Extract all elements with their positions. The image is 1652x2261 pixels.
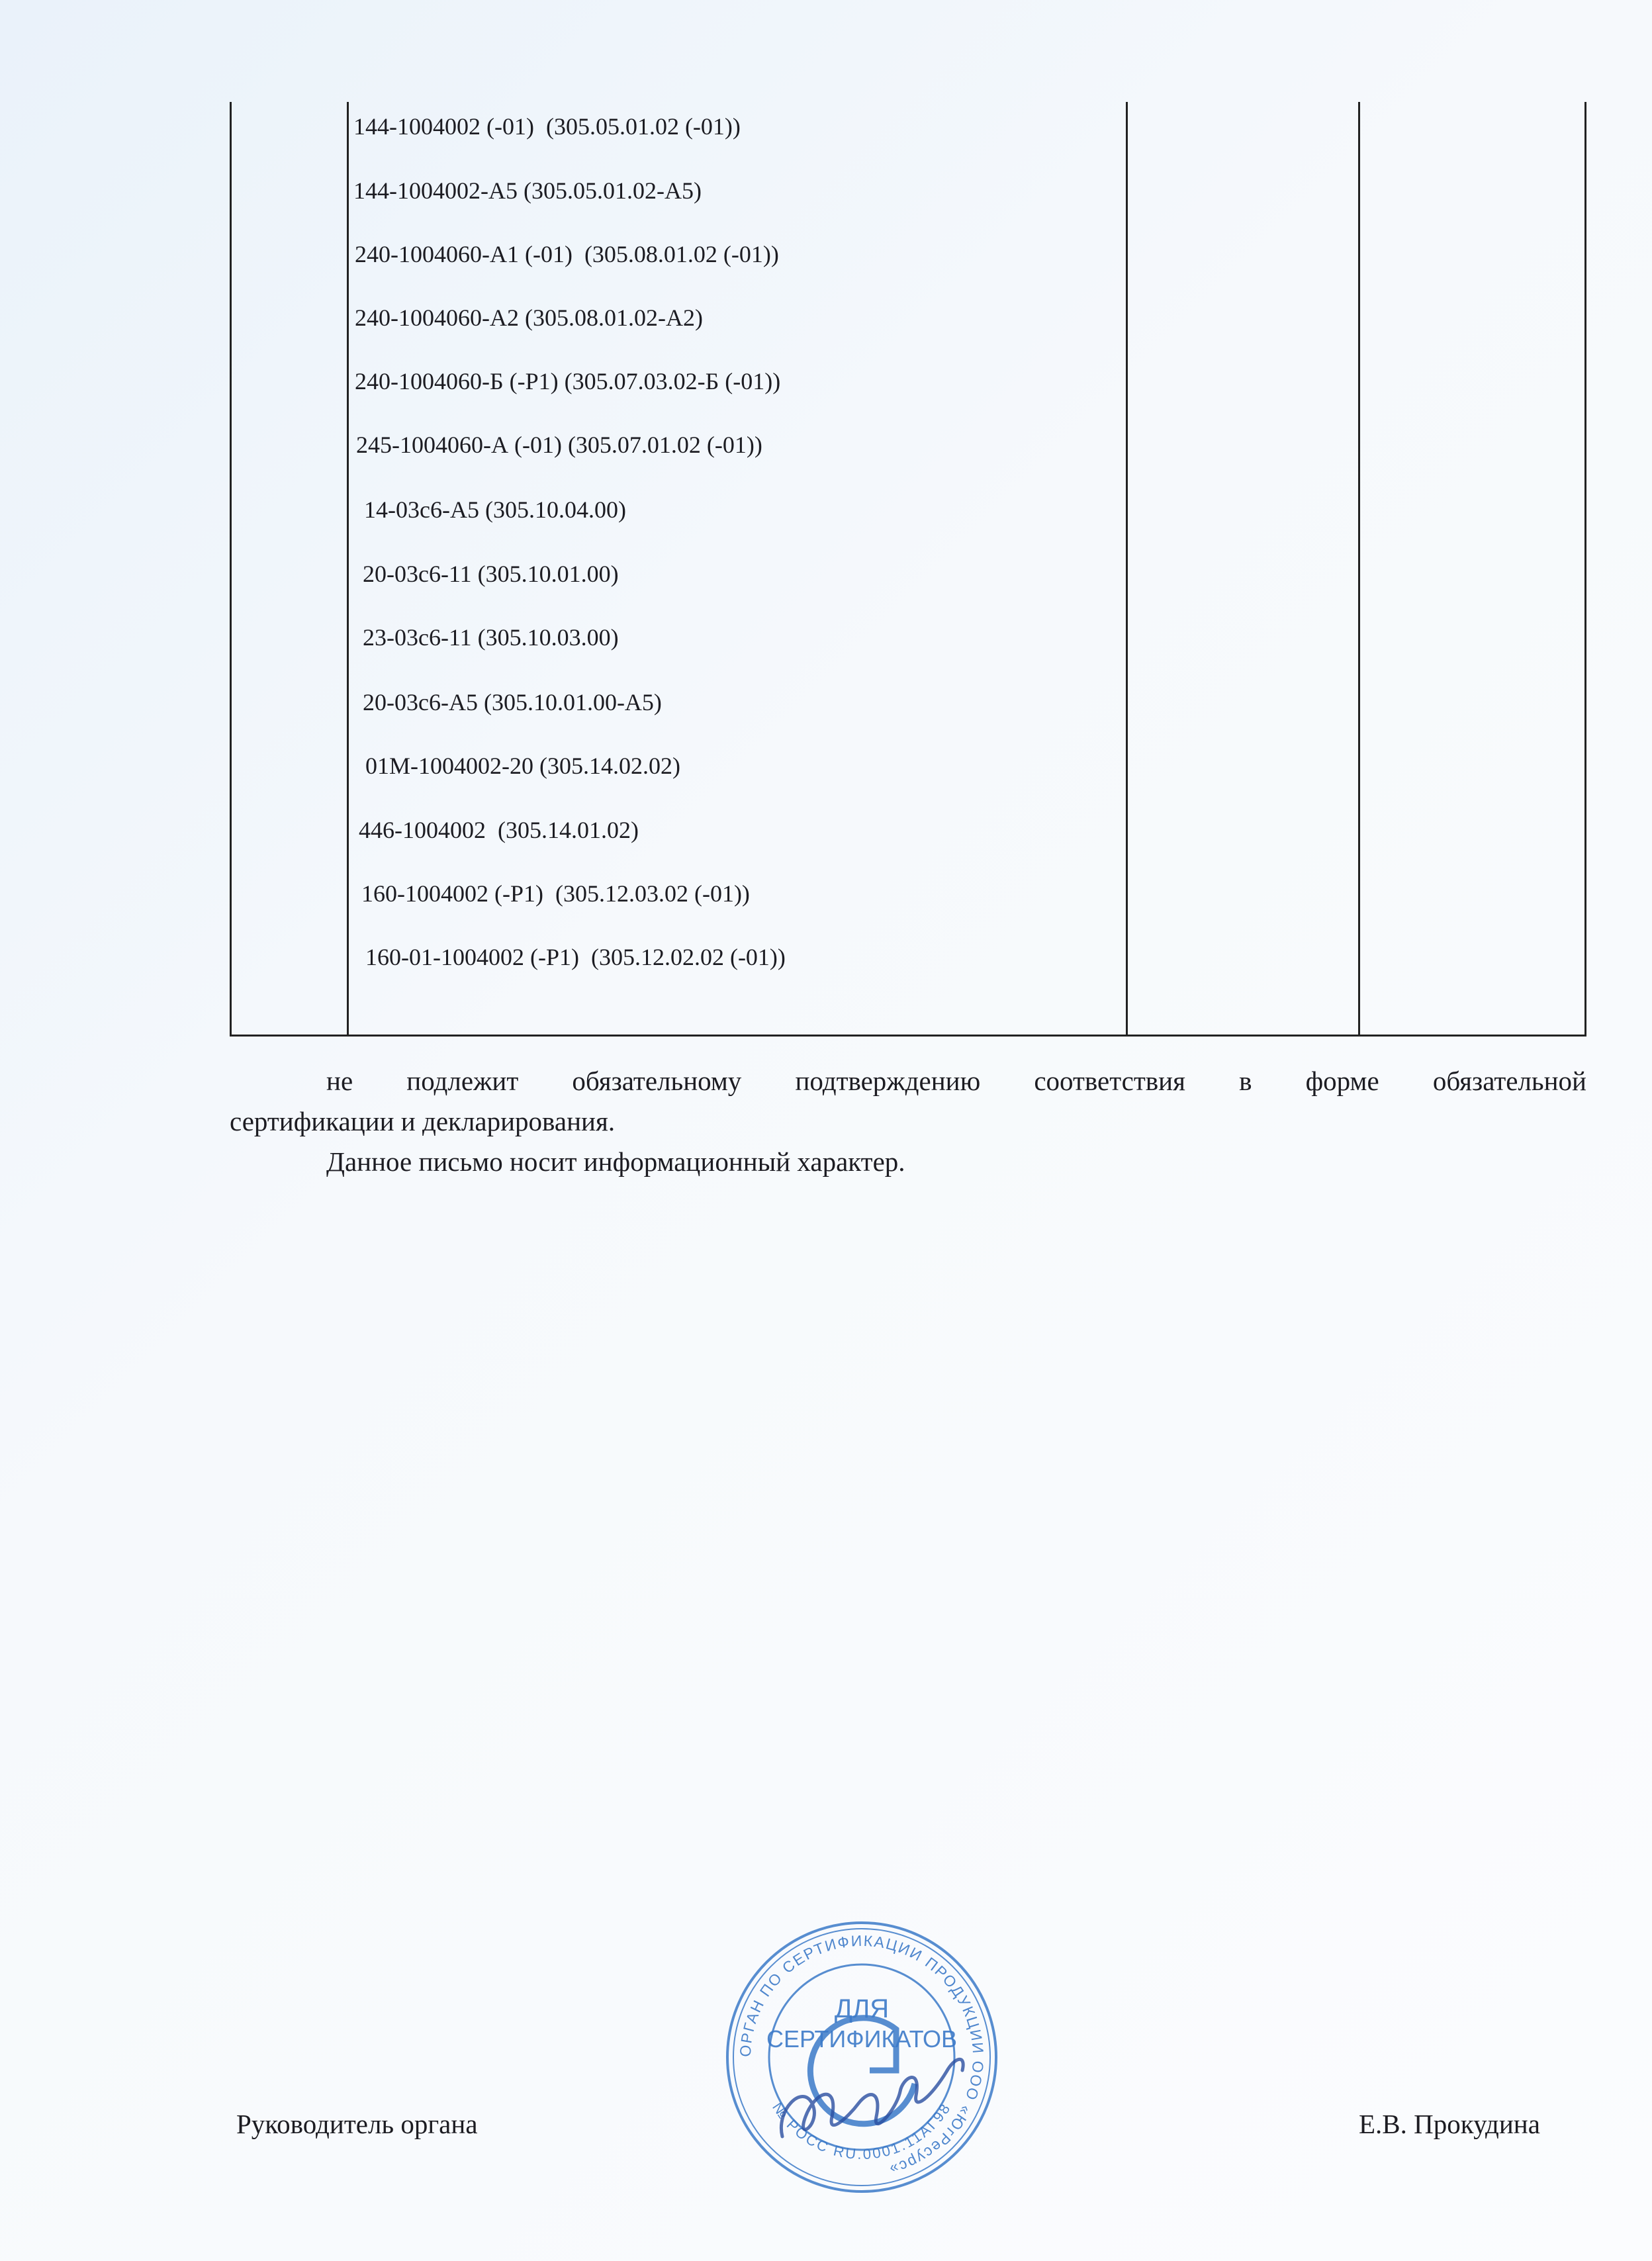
- product-item: 240-1004060-Б (-Р1) (305.07.03.02-Б (-01)): [355, 368, 781, 394]
- product-item: 144-1004002-А5 (305.05.01.02-А5): [353, 177, 702, 204]
- product-item: 144-1004002 (-01) (305.05.01.02 (-01)): [353, 113, 741, 140]
- stamp-ring-text: ОРГАН ПО СЕРТИФИКАЦИИ ПРОДУКЦИИ ООО «ЮгРесурс»: [736, 1931, 987, 2179]
- table-column-divider: [347, 102, 349, 1035]
- product-item: 240-1004060-А2 (305.08.01.02-А2): [355, 304, 703, 331]
- product-item: 01М-1004002-20 (305.14.02.02): [365, 753, 680, 779]
- table-column-divider: [1358, 102, 1360, 1035]
- product-item: 23-03с6-11 (305.10.03.00): [363, 624, 619, 651]
- conclusion-line-1: не подлежит обязательному подтверждению соответствия в форме обязательной: [326, 1066, 1586, 1096]
- stamp-center-line-1: ДЛЯ: [834, 1994, 890, 2023]
- product-item: 20-03с6-А5 (305.10.01.00-А5): [363, 689, 662, 715]
- product-item: 240-1004060-А1 (-01) (305.08.01.02 (-01)): [355, 241, 779, 267]
- product-item: 14-03с6-А5 (305.10.04.00): [364, 496, 626, 523]
- signer-position: Руководитель органа: [236, 2109, 478, 2139]
- svg-text:ОРГАН ПО СЕРТИФИКАЦИИ ПРОДУКЦИ: [737, 1932, 987, 2179]
- product-item: 160-1004002 (-Р1) (305.12.03.02 (-01)): [361, 880, 750, 907]
- info-note: Данное письмо носит информационный характер.: [326, 1146, 905, 1177]
- certification-stamp: [723, 1918, 1001, 2196]
- product-item: 245-1004060-А (-01) (305.07.01.02 (-01)): [356, 432, 762, 458]
- table-column-divider: [1126, 102, 1128, 1035]
- product-item: 446-1004002 (305.14.01.02): [359, 817, 639, 843]
- stamp-center-line-2: СЕРТИФИКАТОВ: [766, 2025, 958, 2053]
- product-item: 160-01-1004002 (-Р1) (305.12.02.02 (-01)): [365, 944, 786, 970]
- conclusion-line-2: сертификации и декларирования.: [230, 1106, 616, 1136]
- product-item: 20-03с6-11 (305.10.01.00): [363, 561, 619, 587]
- signer-name: Е.В. Прокудина: [1359, 2109, 1540, 2139]
- stamp-number: № РОСС RU.0001.11АГ98: [768, 2099, 954, 2163]
